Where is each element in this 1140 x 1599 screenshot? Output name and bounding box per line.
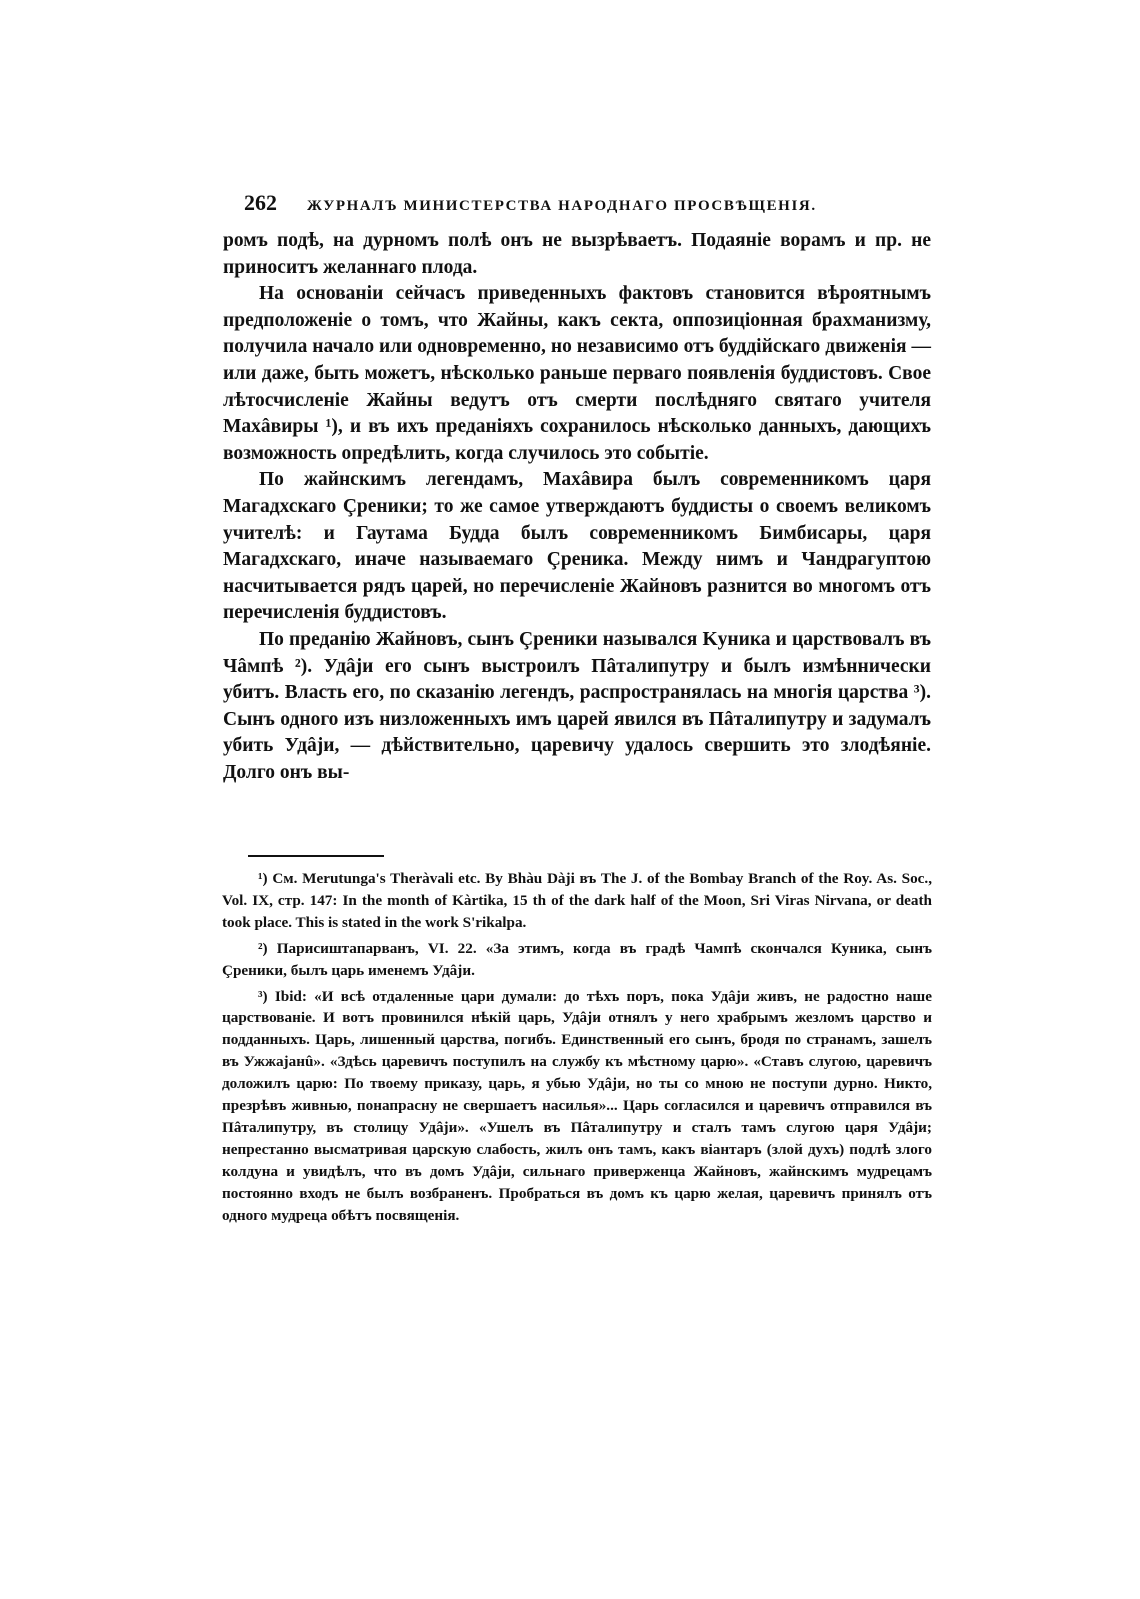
footnote-3: ³) Ibid: «И всѣ отдаленные цари думали: до тѣхъ поръ, пока Удâjи живъ, не радостно наше царствованіе. И вотъ провинился нѣкій царь, Удâjи отнялъ у него храбрымъ жезломъ царство и подданныхъ. Царь, лишенный царства, погибъ. Единственный его сынъ, бродя по странамъ, зашелъ въ Ужжаjанû». «Здѣсь царевичъ поступилъ на службу къ мѣстному царю». «Ставъ слугою, царевичъ доложилъ царю: По твоему приказу, царь, я убью Удâjи, но ты со мною не поступи дурно. Никто, презрѣвъ живнью, понапрасну не свершаетъ насилья»... Царь согласился и царевичъ отправился въ Пâталипутру, въ столицу Удâjи». «Ушелъ въ Пâталипутру и сталъ тамъ слугою царя Удâjи; непрестанно высматривая царскую слабость, жилъ онъ тамъ, какъ віантаръ (злой духъ) подлѣ злого колдуна и увидѣлъ, что въ домъ Удâjи, сильнаго приверженца Жайновъ, жайнскимъ мудрецамъ постоянно входъ не былъ возбраненъ. Пробраться въ домъ къ царю желая, царевичъ принялъ отъ одного мудреца обѣтъ посвященія.: [222, 987, 932, 1224]
paragraph-continuation: ромъ подѣ, на дурномъ полѣ онъ не вызрѣваетъ. Подаяніе ворамъ и пр. не приноситъ желаннаго плода.: [223, 230, 931, 278]
paragraph-jaina-origin: На основаніи сейчасъ приведенныхъ фактовъ становится вѣроятнымъ предположеніе о томъ, что Жайны, какъ секта, оппозиціонная брахманизму, получила начало или одновременно, но независимо отъ буддійскаго движенія — или даже, быть можетъ, нѣсколько раньше перваго появленія буддистовъ. Свое лѣтосчисленіе Жайны ведутъ отъ смерти послѣдняго святаго учителя Махâвиры ¹), и въ ихъ преданіяхъ сохранилось нѣсколько данныхъ, дающихъ возможность опредѣлить, когда случилось это событіе.: [223, 283, 931, 464]
footnote-2: ²) Парисиштапарванъ, VI. 22. «За этимъ, когда въ градѣ Чампѣ скончался Куника, сынъ Çреники, былъ царь именемъ Удâjи.: [222, 939, 932, 979]
main-text: [223, 228, 931, 786]
running-title: ЖУРНАЛЪ МИНИСТЕРСТВА НАРОДНАГО ПРОСВѢЩЕНІЯ.: [307, 198, 817, 214]
footnote-1: ¹) См. Merutunga's Theràvali etc. By Bhàu Dàji въ The J. of the Bombay Branch of the Roy. As. Soc., Vol. IX, стр. 147: In the month of Kàrtika, 15 th of the dark half of the Moon, Sri Viras Nirvana, or death took place. This is stated in the work S'rikalpa.: [222, 870, 932, 931]
paragraph-jaina-legends: По жайнскимъ легендамъ, Махâвира былъ современникомъ царя Магадхскаго Çреники; то же самое утверждаютъ буддисты о своемъ великомъ учителѣ: и Гаутама Будда былъ современникомъ Бимбисары, царя Магадхскаго, иначе называемаго Çреника. Между нимъ и Чандрагуптою насчитывается рядъ царей, но перечисленіе Жайновъ разнится во многомъ отъ перечисленія буддистовъ.: [223, 469, 931, 624]
footnotes: [222, 868, 932, 1227]
page-number: 262: [244, 190, 277, 215]
footnote-divider: [248, 855, 384, 857]
page-header: [244, 190, 864, 216]
paragraph-jaina-tradition: По преданію Жайновъ, сынъ Çреники назывался Kуника и царствовалъ въ Чâмпѣ ²). Удâjи его сынъ выстроилъ Пâталипутру и былъ измѣннически убитъ. Власть его, по сказанію легендъ, распространялась на многія царства ³). Сынъ одного изъ низложенныхъ имъ царей явился въ Пâталипутру и задумалъ убить Удâjи, — дѣйствительно, царевичу удалось свершить это злодѣяніе. Долго онъ вы-: [223, 628, 931, 783]
